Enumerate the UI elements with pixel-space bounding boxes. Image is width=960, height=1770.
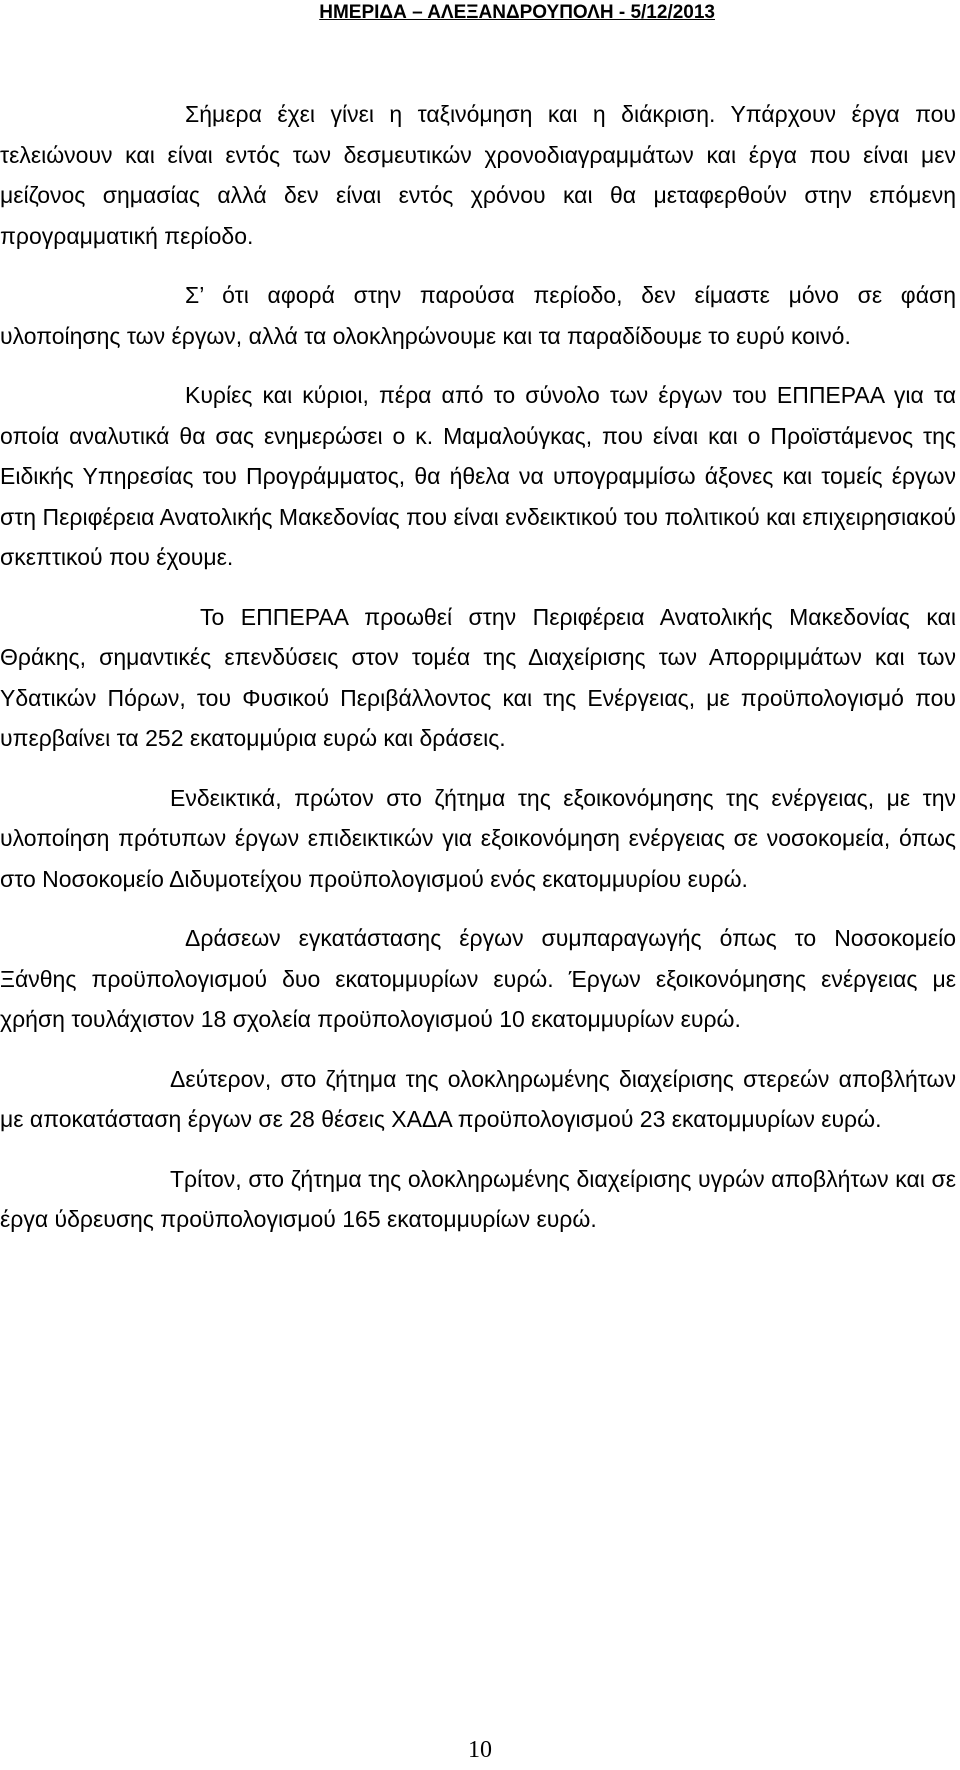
- paragraph-5: Ενδεικτικά, πρώτον στο ζήτημα της εξοικονόμησης της ενέργειας, με την υλοποίηση πρότυπων έργων επιδεικτικών για εξοικονόμηση ενέργειας σε νοσοκομεία, όπως στο Νοσοκομείο Διδυμοτείχου προϋπολογισμού ενός εκατομμυρίου ευρώ.: [0, 784, 956, 892]
- page-number: 10: [468, 1737, 492, 1763]
- paragraph-8: Τρίτον, στο ζήτημα της ολοκληρωμένης διαχείρισης υγρών αποβλήτων και σε έργα ύδρευσης προϋπολογισμού 165 εκατομμυρίων ευρώ.: [0, 1165, 956, 1232]
- paragraph-6: Δράσεων εγκατάστασης έργων συμπαραγωγής όπως το Νοσοκομείο Ξάνθης προϋπολογισμού δυο εκατομμυρίων ευρώ. Έργων εξοικονόμησης ενέργειας με χρήση τουλάχιστον 18 σχολεία προϋπολογισμού 10 εκατομμυρίων ευρώ.: [0, 925, 956, 1032]
- paragraph-7: Δεύτερον, στο ζήτημα της ολοκληρωμένης διαχείρισης στερεών αποβλήτων με αποκατάσταση έργων σε 28 θέσεις ΧΑΔΑ προϋπολογισμού 23 εκατομμυρίων ευρώ.: [0, 1065, 956, 1132]
- header-title: ΗΜΕΡΙΔΑ – ΑΛΕΞΑΝΔΡΟΥΠΟΛΗ - 5/12/2013: [319, 2, 715, 23]
- document-body: [0, 94, 956, 1240]
- paragraph-4: Το ΕΠΠΕΡΑΑ προωθεί στην Περιφέρεια Ανατολικής Μακεδονίας και Θράκης, σημαντικές επενδύσεις στον τομέα της Διαχείρισης των Απορριμμάτων και των Υδατικών Πόρων, του Φυσικού Περιβάλλοντος και της Ενέργειας, με προϋπολογισμό που υπερβαίνει τα 252 εκατομμύρια ευρώ και δράσεις.: [0, 603, 956, 751]
- paragraph-3: Κυρίες και κύριοι, πέρα από το σύνολο των έργων του ΕΠΠΕΡΑΑ για τα οποία αναλυτικά θα σας ενημερώσει ο κ. Μαμαλούγκας, που είναι και ο Προϊστάμενος της Ειδικής Υπηρεσίας του Προγράμματος, θα ήθελα να υπογραμμίσω άξονες και τομείς έργων στη Περιφέρεια Ανατολικής Μακεδονίας που είναι ενδεικτικού του πολιτικού και επιχειρησιακού σκεπτικού που έχουμε.: [0, 382, 956, 570]
- page-header: [0, 0, 960, 26]
- paragraph-2: Σ’ ότι αφορά στην παρούσα περίοδο, δεν είμαστε μόνο σε φάση υλοποίησης των έργων, αλλά τα ολοκληρώνουμε και τα παραδίδουμε το ευρύ κοινό.: [0, 282, 956, 349]
- paragraph-1: Σήμερα έχει γίνει η ταξινόμηση και η διάκριση. Υπάρχουν έργα που τελειώνουν και είναι εντός των δεσμευτικών χρονοδιαγραμμάτων και έργα που είναι μεν μείζονος σημασίας αλλά δεν είναι εντός χρόνου και θα μεταφερθούν στην επόμενη προγραμματική περίοδο.: [0, 101, 956, 249]
